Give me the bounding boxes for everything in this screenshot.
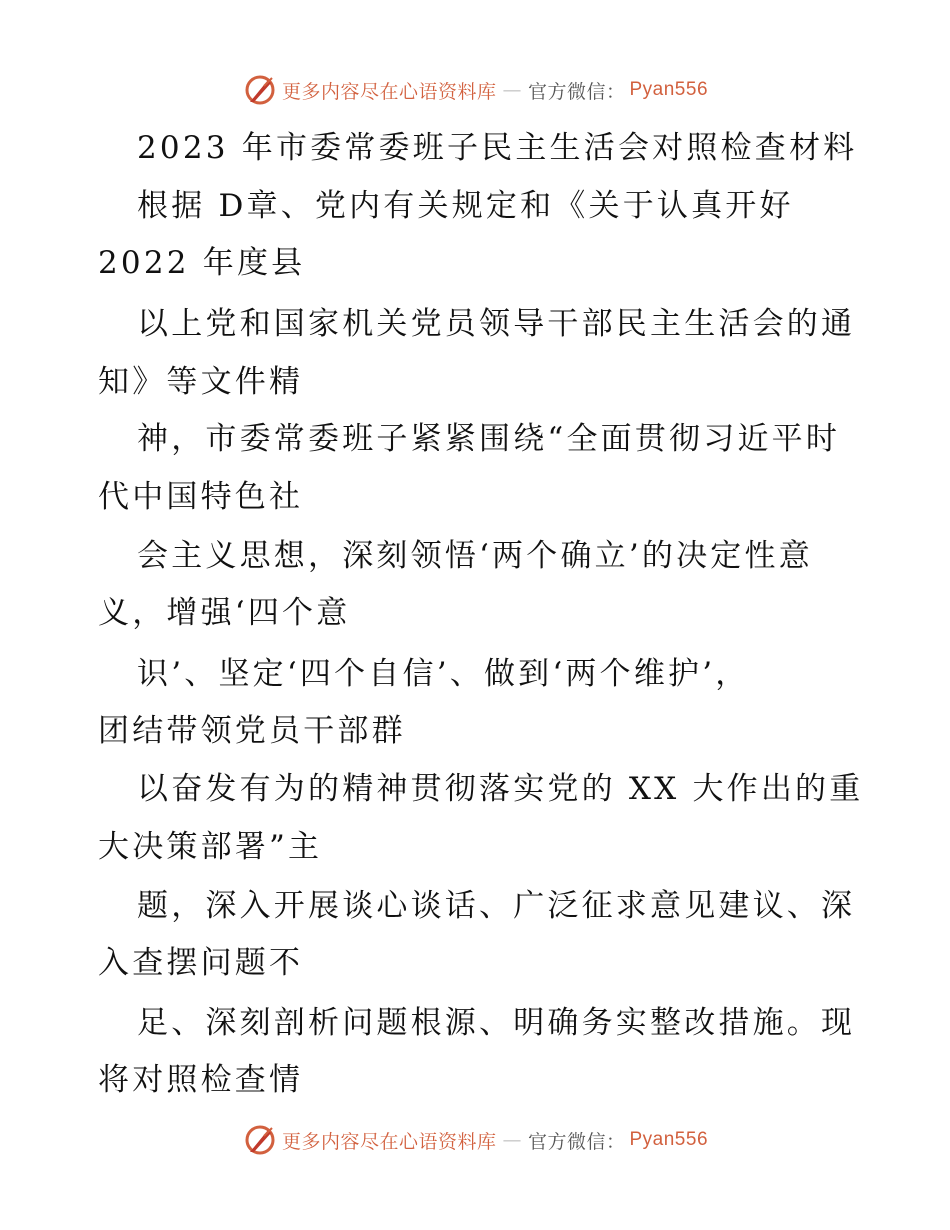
text-line: 入查摆问题不	[98, 945, 304, 981]
text-line: 知》等文件精	[98, 364, 304, 400]
watermark-account: Pyan556	[629, 79, 709, 100]
text-line: 识’、坚定‘四个自信’、做到‘两个维护’，	[137, 656, 750, 692]
text-line: 代中国特色社	[98, 479, 304, 515]
text-line: 2022 年度县	[98, 245, 306, 281]
watermark-text: 更多内容尽在心语资料库	[281, 1130, 497, 1153]
watermark-separator: —	[502, 1129, 522, 1151]
text-line: 会主义思想，深刻领悟‘两个确立’的决定性意	[137, 538, 813, 574]
watermark-text: 更多内容尽在心语资料库	[281, 80, 497, 103]
quill-circle-logo-icon	[242, 1122, 278, 1158]
watermark-account: Pyan556	[629, 1129, 709, 1150]
watermark-separator: —	[502, 79, 522, 101]
watermark-official-label: 官方微信：	[527, 80, 626, 103]
watermark-official-label: 官方微信：	[527, 1130, 626, 1153]
text-line: 义，增强‘四个意	[98, 595, 351, 631]
document-title: 2023 年市委常委班子民主生活会对照检查材料	[137, 130, 858, 166]
watermark	[242, 1122, 708, 1158]
text-line: 神，市委常委班子紧紧围绕“全面贯彻习近平时	[137, 421, 841, 457]
text-line: 题，深入开展谈心谈话、广泛征求意见建议、深	[137, 888, 856, 924]
text-line: 团结带领党员干部群	[98, 713, 406, 749]
text-line: 足、深刻剖析问题根源、明确务实整改措施。现	[137, 1005, 856, 1041]
text-line: 根据 D章、党内有关规定和《关于认真开好	[137, 188, 794, 224]
footer-watermark	[0, 1120, 950, 1160]
text-line: 大决策部署”主	[98, 829, 323, 865]
text-line: 以奋发有为的精神贯彻落实党的 XX 大作出的重	[137, 771, 864, 807]
text-line: 将对照检查情	[98, 1062, 304, 1098]
text-line: 以上党和国家机关党员领导干部民主生活会的通	[137, 306, 856, 342]
